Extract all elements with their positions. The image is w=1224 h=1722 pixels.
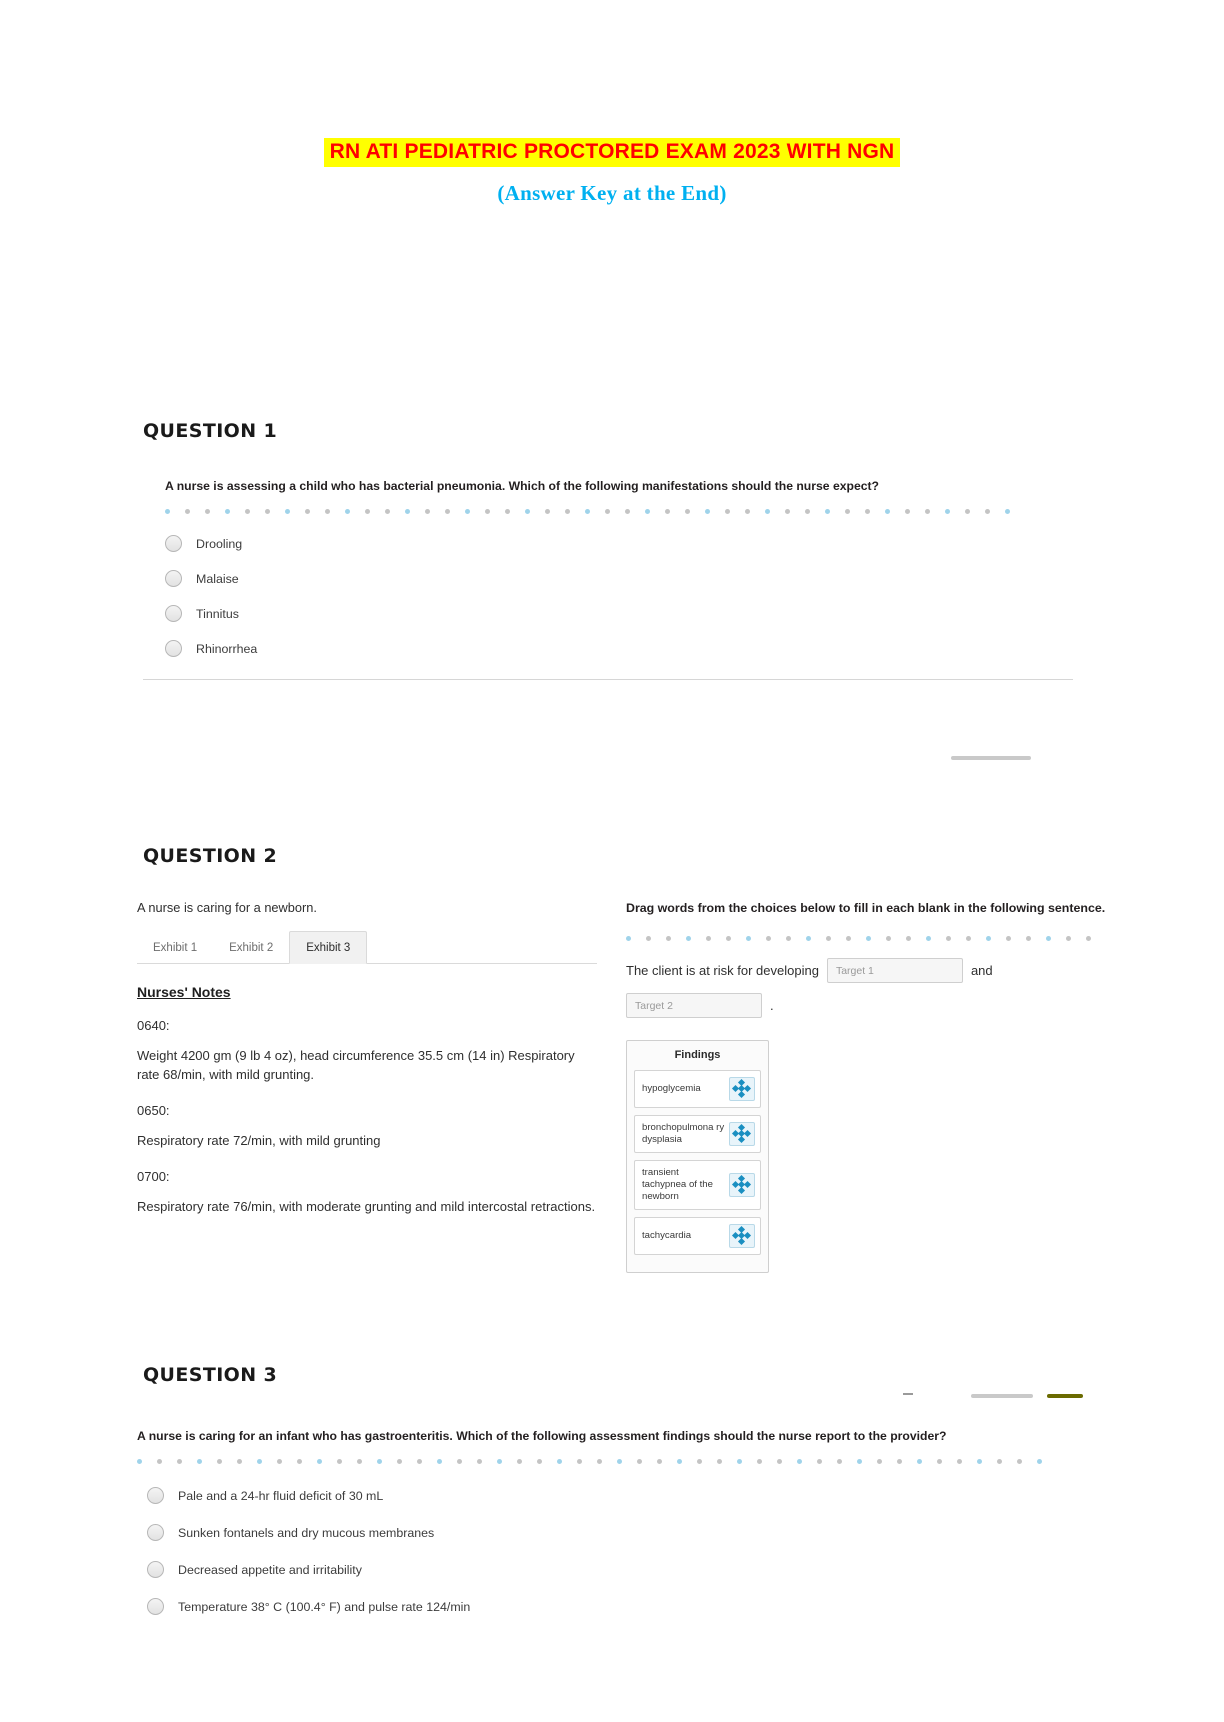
option-row[interactable] [147, 1561, 1077, 1578]
fill-in-sentence-line-2 [626, 993, 1106, 1018]
divider [143, 679, 1073, 680]
question-3-options [137, 1487, 1077, 1615]
note-timestamp: 0640: [137, 1018, 170, 1033]
sentence-conjunction: and [970, 962, 993, 978]
scrollbar-thumb[interactable] [951, 756, 1031, 760]
radio-button[interactable] [165, 640, 182, 657]
findings-panel [626, 1040, 769, 1273]
option-label: Malaise [196, 571, 239, 586]
dotted-divider [626, 936, 1116, 942]
note-text: Respiratory rate 76/min, with moderate grunting and mild intercostal retractions. [137, 1198, 596, 1214]
drag-handle-icon[interactable] [729, 1077, 755, 1101]
drop-target-2[interactable]: Target 2 [626, 993, 762, 1018]
option-row[interactable] [147, 1524, 1077, 1541]
tab-exhibit-1[interactable]: Exhibit 1 [153, 942, 198, 954]
radio-button[interactable] [165, 570, 182, 587]
nurses-notes-title: Nurses' Notes [137, 984, 231, 1000]
option-row[interactable] [147, 1598, 1077, 1615]
option-row[interactable] [165, 640, 1073, 657]
option-label: Rhinorrhea [196, 641, 258, 656]
dotted-divider [165, 509, 1035, 515]
fill-in-sentence [626, 958, 1106, 983]
dotted-divider [137, 1459, 1072, 1465]
page-title: RN ATI PEDIATRIC PROCTORED EXAM 2023 WITH NGN [324, 138, 901, 167]
option-label: Temperature 38° C (100.4° F) and pulse rate 124/min [178, 1599, 471, 1614]
option-label: Decreased appetite and irritability [178, 1562, 362, 1577]
note-text: Respiratory rate 72/min, with mild grunting [137, 1132, 381, 1148]
finding-item[interactable] [634, 1217, 761, 1255]
note-text: Weight 4200 gm (9 lb 4 oz), head circumference 35.5 cm (14 in) Respiratory rate 68/min, with mild grunting. [137, 1048, 575, 1082]
drop-target-1[interactable]: Target 1 [827, 958, 963, 983]
exhibit-tabs[interactable] [137, 931, 597, 964]
question-2-intro: A nurse is caring for a newborn. [137, 900, 317, 915]
finding-label: hypoglycemia [642, 1082, 701, 1094]
option-label: Tinnitus [196, 606, 239, 621]
question-1-stem: A nurse is assessing a child who has bacterial pneumonia. Which of the following manifestations should the nurse expect? [165, 479, 879, 493]
finding-label: transient tachypnea of the newborn [642, 1166, 713, 1202]
radio-button[interactable] [147, 1598, 164, 1615]
question-3-stem: A nurse is caring for an infant who has gastroenteritis. Which of the following assessment findings should the nurse report to the provider? [137, 1429, 947, 1443]
finding-item[interactable] [634, 1160, 761, 1210]
sentence-text-start: The client is at risk for developing [626, 962, 819, 978]
drag-instruction: Drag words from the choices below to fill in each blank in the following sentence. [626, 901, 1106, 915]
scrollbar-thumb-dark[interactable] [1047, 1394, 1083, 1398]
note-timestamp: 0650: [137, 1102, 170, 1118]
question-1-options [143, 535, 1073, 657]
finding-item[interactable] [634, 1115, 761, 1153]
option-label: Drooling [196, 536, 243, 551]
sentence-period: . [770, 997, 774, 1013]
drag-handle-icon[interactable] [729, 1122, 755, 1146]
option-row[interactable] [147, 1487, 1077, 1504]
tab-exhibit-2[interactable]: Exhibit 2 [229, 942, 274, 954]
question-2-right-panel [626, 900, 1106, 1273]
scrollbar-thumb[interactable] [971, 1394, 1033, 1398]
document-title-block [0, 138, 1224, 206]
document-page [0, 138, 1224, 1722]
finding-label: tachycardia [642, 1229, 692, 1241]
option-row[interactable] [165, 605, 1073, 622]
minimize-icon [903, 1393, 913, 1395]
radio-button[interactable] [147, 1524, 164, 1541]
option-row[interactable] [165, 535, 1073, 552]
question-1-heading: QUESTION 1 [143, 420, 278, 442]
question-2-left-panel [137, 900, 597, 1216]
note-timestamp: 0700: [137, 1168, 170, 1184]
option-label: Pale and a 24-hr fluid deficit of 30 mL [178, 1488, 384, 1503]
option-label: Sunken fontanels and dry mucous membranes [178, 1525, 435, 1540]
drag-handle-icon[interactable] [729, 1224, 755, 1248]
question-3-screenshot [137, 1428, 1077, 1635]
radio-button[interactable] [147, 1487, 164, 1504]
finding-item[interactable] [634, 1070, 761, 1108]
radio-button[interactable] [147, 1561, 164, 1578]
findings-header: Findings [674, 1048, 721, 1061]
question-2-heading: QUESTION 2 [143, 845, 278, 867]
option-row[interactable] [165, 570, 1073, 587]
question-3-heading: QUESTION 3 [143, 1364, 278, 1386]
finding-label: bronchopulmona ry dysplasia [642, 1122, 725, 1145]
tab-exhibit-3[interactable]: Exhibit 3 [289, 931, 367, 964]
radio-button[interactable] [165, 535, 182, 552]
question-1-screenshot [143, 478, 1073, 680]
radio-button[interactable] [165, 605, 182, 622]
drag-handle-icon[interactable] [729, 1173, 755, 1197]
page-subtitle: (Answer Key at the End) [497, 181, 727, 206]
